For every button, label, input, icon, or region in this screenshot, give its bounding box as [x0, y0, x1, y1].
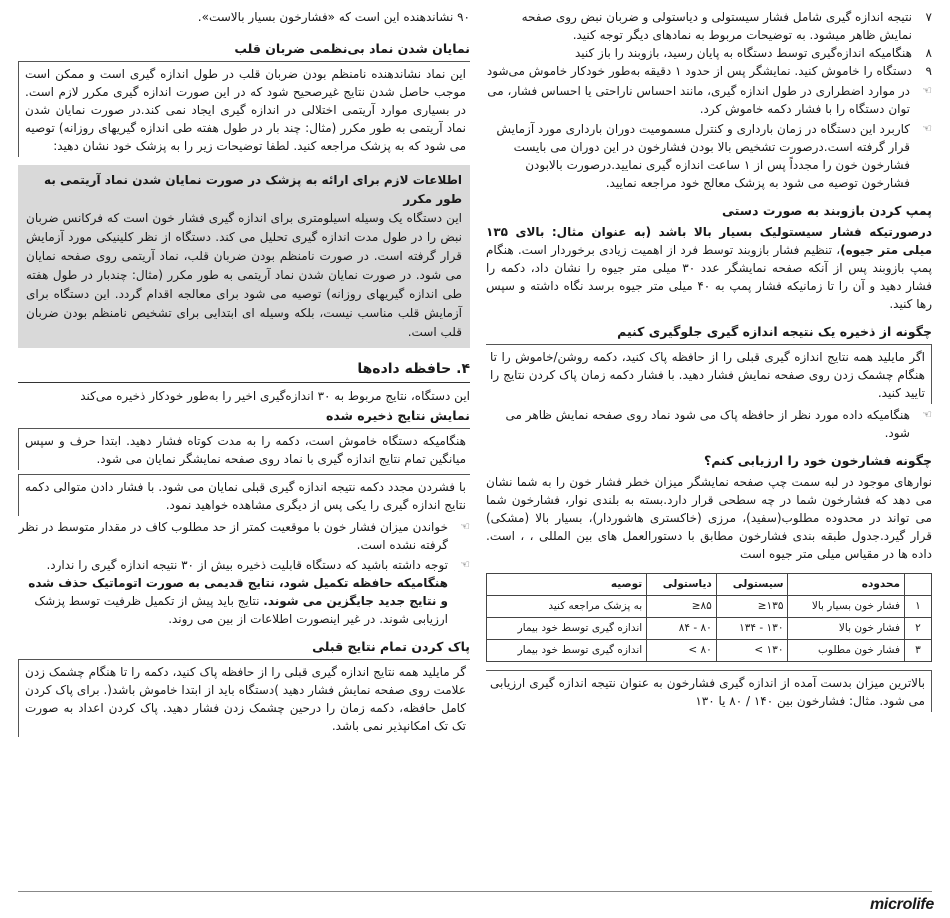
table-cell: ۱۳۰ > — [716, 640, 788, 662]
table-header: سیستولی — [716, 574, 788, 596]
table-row — [487, 640, 932, 662]
pump-text: ، تنظیم فشار بازوبند توسط فرد از اهمیت زیادی برخوردار است. هنگام پمپ بازوبند پس از آنکه صفحه نمایشگر عدد ۳۰ میلی متر جیوه را نشان داد، دکمه را فشار دهید و آن را تا زمانیکه فشار پمپ به ۴۰ میلی متر جیوه برسد نگاه داشته و سپس رها کنید. — [486, 243, 933, 311]
show-results-text-2: با فشردن مجدد دکمه نتیجه اندازه گیری قبلی نمایان می شود. با فشار دادن متوالی دکمه نتایج اندازه گیری را یکی پس از دیگری مشاهده خواهید نمود. — [25, 480, 466, 512]
table-cell: فشار خون مطلوب — [788, 640, 905, 662]
prevent-save-text: اگر مایلید همه نتایج اندازه گیری قبلی را از حافظه پاک کنید، دکمه روشن/خاموش را تا هنگام چشمک زدن روی صفحه نمایش فشار دهید. با فشار دکمه زمان پاک کردن نتایج را تایید کنید. — [490, 350, 925, 400]
note-text: خواندن میزان فشار خون با موقعیت کمتر از حد مطلوب کاف در مقدار متوسط در نظر گرفته نشده است. — [18, 520, 448, 552]
memory-text: این دستگاه، نتایج مربوط به ۳۰ اندازه‌گیری اخیر را به‌طور خودکار ذخیره می‌کند — [80, 389, 470, 403]
step-number: ۹ — [925, 64, 932, 78]
table-header: توصیه — [487, 574, 647, 596]
pump-heading: پمپ کردن بازوبند به صورت دستی — [722, 203, 932, 218]
pointing-hand-icon: ☜ — [460, 520, 470, 533]
clear-results-heading: پاک کردن تمام نتایج قبلی — [312, 639, 470, 654]
table-cell: ۳ — [905, 640, 932, 662]
top-line: ۹۰ نشاندهنده این است که «فشارخون بسیار بالاست». — [197, 10, 470, 24]
evaluate-heading: چگونه فشارخون خود را ارزیابی کنم؟ — [703, 453, 932, 468]
left-column — [18, 8, 470, 737]
prevent-save-box — [486, 344, 932, 404]
step-number: ۸ — [925, 46, 932, 60]
note-text: در موارد اضطراری در طول اندازه گیری، مانند احساس ناراحتی یا احساس فشار، می توان دستگاه را با فشار دکمه خاموش کرد. — [487, 84, 910, 116]
step-text: نتیجه اندازه گیری شامل فشار سیستولی و دیاستولی و ضربان نبض روی صفحه نمایش ظاهر میشود. به توضیحات مربوط به نمادهای دیگر توجه کنید. — [521, 10, 912, 42]
step-item — [486, 8, 932, 44]
clear-results-box — [18, 659, 470, 737]
table-cell: اندازه گیری توسط خود بیمار — [487, 640, 647, 662]
table-cell: ۸۰ > — [647, 640, 717, 662]
note-bullet — [486, 82, 932, 118]
note-tail-text: نتایج باید پیش از تکمیل ظرفیت توسط پزشک ارزیابی شوند. در غیر اینصورت اطلاعات از بین می روند. — [34, 594, 448, 626]
note-text: کاربرد این دستگاه در زمان بارداری و کنترل مسمومیت دوران بارداری مورد آزمایش قرار گرفته است.درصورت تشخیص بالا بودن فشارخون در این دوران می بایست فشارخون خون را مجدداً پس از ۱ ساعت اندازه گیری نمایید.درصورت بالابودن فشارخون توصیه می شود به پزشک معالج خود مراجعه نمایید. — [496, 122, 910, 190]
section-divider — [18, 382, 470, 383]
table-header — [905, 574, 932, 596]
note-bullet — [18, 518, 470, 554]
pointing-hand-icon: ☜ — [922, 122, 932, 135]
footer-divider — [18, 891, 932, 892]
evaluate-text: نوارهای موجود در لبه سمت چپ صفحه نمایشگر میزان خطر فشار خون را به شما نشان می دهد که فشارخون شما در چه سطحی قرار دارد.بسته به بلندی نوار، فشارخون شما می تواند در محدوده مطلوب(سفید)، مرزی (خاکستری هاشوردار)، بسیار بالا (مشکی) قرار گیرد.جدول طبقه بندی فشارخون مطابق با دستورالعمل های بین المللی ، ، است. داده ها در مقیاس میلی متر جیوه است — [486, 475, 932, 561]
note-bullet — [486, 406, 932, 442]
step-item — [486, 62, 932, 80]
table-row — [487, 596, 932, 618]
table-row — [487, 618, 932, 640]
pump-bold-text: درصورتیکه فشار سیستولیک بسیار بالا باشد (به عنوان مثال: بالای ۱۳۵ میلی متر جیوه) — [486, 225, 933, 257]
table-cell: ۸۰ - ۸۴ — [647, 618, 717, 640]
table-cell: ۲ — [905, 618, 932, 640]
arrhythmia-text: این نماد نشاندهنده نامنظم بودن ضربان قلب در طول اندازه گیری است و ممکن است موجب حاصل شدن نتایج غیرصحیح شود که در این صورت اندازه گیری مکرر لازم است. در بسیاری موارد آریتمی اختلالی در اندازه گیری ایجاد نمی کند.در صورت نمایان شدن نماد آریتمی به طور مکرر (مثال: چند بار در طول هفته طی اندازه گیریهای روزانه) توصیه می شود که به پزشک مراجعه کنید. لطفا توضیحات زیر را به پزشک خود نشان دهید: — [25, 67, 466, 153]
step-item — [486, 44, 932, 62]
table-cell: فشار خون بالا — [788, 618, 905, 640]
table-cell: اندازه گیری توسط خود بیمار — [487, 618, 647, 640]
pointing-hand-icon: ☜ — [460, 558, 470, 571]
step-text: دستگاه را خاموش کنید. نمایشگر پس از حدود ۱ دقیقه به‌طور خودکار خاموش می‌شود — [486, 64, 912, 78]
doctor-info-box — [18, 165, 470, 348]
note-bullet — [18, 556, 470, 628]
show-results-heading: نمایش نتایج ذخیره شده — [326, 408, 470, 423]
pump-paragraph — [486, 223, 932, 313]
note-bold-text: هنگامیکه حافظه تکمیل شود، نتایج قدیمی به صورت اتوماتیک حذف شده و نتایج جدید جایگزین می شوند. — [28, 576, 448, 608]
show-results-text: هنگامیکه دستگاه خاموش است، دکمه را به مدت کوتاه فشار دهید. ابتدا حرف و سپس میانگین تمام نتایج اندازه گیری با نماد روی صفحه نمایشگر نمایان می شود. — [25, 434, 466, 466]
closing-box — [486, 670, 932, 712]
note-text: هنگامیکه داده مورد نظر از حافظه پاک می شود نماد روی صفحه نمایش ظاهر می شود. — [505, 408, 910, 440]
table-cell: ۸۵≤ — [647, 596, 717, 618]
table-cell: ۱۳۰ - ۱۳۴ — [716, 618, 788, 640]
table-cell: ۱ — [905, 596, 932, 618]
classification-table — [486, 573, 932, 662]
step-number: ۷ — [925, 10, 932, 24]
show-results-box — [18, 428, 470, 470]
table-cell: به پزشک مراجعه کنید — [487, 596, 647, 618]
memory-heading: ۴. حافظه داده‌ها — [357, 361, 470, 377]
table-cell: فشار خون بسیار بالا — [788, 596, 905, 618]
note-bullet — [486, 120, 932, 192]
pointing-hand-icon: ☜ — [922, 84, 932, 97]
table-cell: ۱۳۵≤ — [716, 596, 788, 618]
note-text: توجه داشته باشید که دستگاه قابلیت ذخیره بیش از ۳۰ نتیجه اندازه گیری را ندارد. — [46, 558, 448, 572]
pointing-hand-icon: ☜ — [922, 408, 932, 421]
doctor-info-title: اطلاعات لازم برای ارائه به پزشک در صورت نمایان شدن نماد آریتمی به طور مکرر — [44, 173, 462, 206]
show-results-box-2 — [18, 474, 470, 516]
step-text: هنگامیکه اندازه‌گیری توسط دستگاه به پایان رسید، بازوبند را باز کنید — [574, 46, 912, 60]
table-header: محدوده — [788, 574, 905, 596]
table-header-row — [487, 574, 932, 596]
table-header: دیاستولی — [647, 574, 717, 596]
brand-logo: microlife — [870, 896, 934, 913]
closing-text: بالاترین میزان بدست آمده از اندازه گیری فشارخون به عنوان نتیجه اندازه گیری ارزیابی می شود. مثال: فشارخون بین ۱۴۰ / ۸۰ یا ۱۳۰ — [490, 676, 925, 708]
doctor-info-text: این دستگاه یک وسیله اسیلومتری برای اندازه گیری فشار خون است که فرکانس ضربان نبض را در طول مدت اندازه گیری تحلیل می کند. دستگاه از نظر کلینیکی مورد آزمایش قرار گرفته است. در صورت نامنظم بودن ضربان قلب، نماد آریتمی روی صفحه نمایان می شود. در صورت نمایان شدن نماد آریتمی به طور مکرر (مثال: چندبار در طول هفته طی اندازه گیریهای روزانه) توصیه می شود برای معالجه اقدام گردد. این دستگاه برای آزمایش قلب مناسب نیست، بلکه وسیله ای ابتدایی برای تشخیص نامنظم بودن ضربان قلب است. — [26, 211, 462, 339]
arrhythmia-heading: نمایان شدن نماد بی‌نظمی ضربان قلب — [234, 41, 470, 56]
arrhythmia-box — [18, 61, 470, 157]
right-column — [486, 8, 932, 712]
clear-results-text: گر مایلید همه نتایج اندازه گیری قبلی را از حافظه پاک کنید، دکمه را تا هنگام چشمک زدن علامت روی صفحه نمایش فشار دهید )دستگاه باید از ابتدا خاموش باشد(. برای پاک کردن کامل حافظه، دکمه زمان را درحین چشمک زدن فشار دهید. پاک کردن اعداد به صورت تک تک امکانپذیر نمی باشد. — [25, 665, 466, 733]
prevent-save-heading: چگونه از ذخیره یک نتیجه اندازه گیری جلوگیری کنیم — [617, 324, 932, 339]
note-text-rich — [18, 556, 448, 628]
